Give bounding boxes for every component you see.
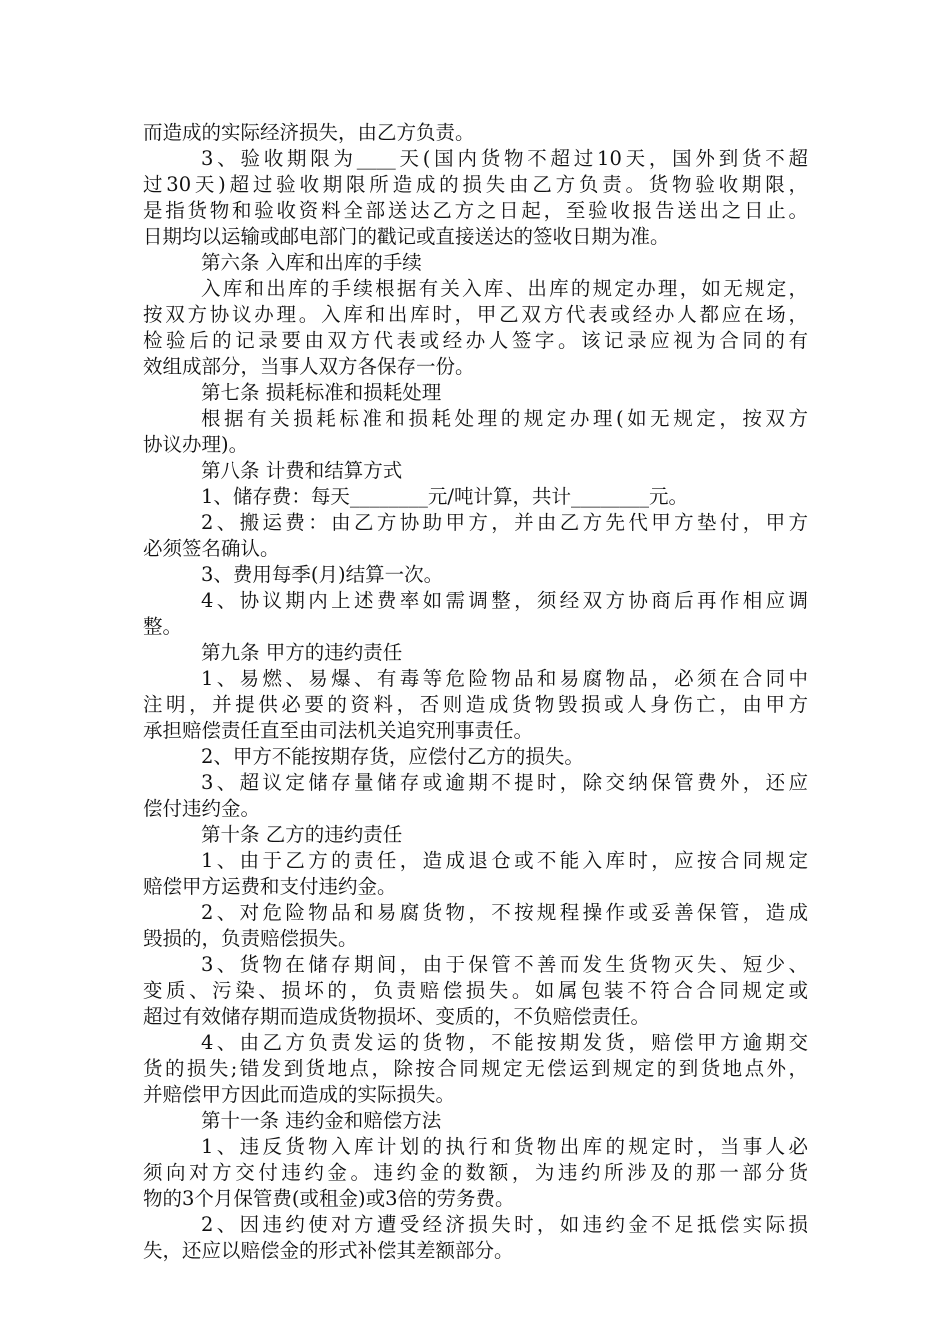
document-line: 1、违反货物入库计划的执行和货物出库的规定时，当事人必 (201, 1135, 808, 1158)
document-line: 失，还应以赔偿金的形式补偿其差额部分。 (143, 1239, 514, 1262)
document-line: 第七条 损耗标准和损耗处理 (201, 381, 442, 404)
document-line: 2、因违约使对方遭受经济损失时，如违约金不足抵偿实际损 (201, 1213, 808, 1236)
document-line: 3、超议定储存量储存或逾期不提时，除交纳保管费外，还应 (201, 771, 808, 794)
document-line: 物的3个月保管费(或租金)或3倍的劳务费。 (143, 1187, 515, 1210)
document-line: 1、储存费：每天________元/吨计算，共计________元。 (201, 485, 688, 508)
document-line: 货的损失;错发到货地点，除按合同规定无偿运到规定的到货地点外， (143, 1057, 808, 1080)
document-line: 第九条 甲方的违约责任 (201, 641, 403, 664)
document-line: 超过有效储存期而造成货物损坏、变质的，不负赔偿责任。 (143, 1005, 651, 1028)
document-line: 4、协议期内上述费率如需调整，须经双方协商后再作相应调 (201, 589, 808, 612)
document-line: 并赔偿甲方因此而造成的实际损失。 (143, 1083, 456, 1106)
document-line: 根据有关损耗标准和损耗处理的规定办理(如无规定，按双方 (201, 407, 808, 430)
document-line: 协议办理)。 (143, 433, 249, 456)
document-line: 必须签名确认。 (143, 537, 280, 560)
document-line: 是指货物和验收资料全部送达乙方之日起，至验收报告送出之日止。 (143, 199, 808, 222)
document-line: 检验后的记录要由双方代表或经办人签字。该记录应视为合同的有 (143, 329, 808, 352)
document-line: 第六条 入库和出库的手续 (201, 251, 422, 274)
document-line: 毁损的，负责赔偿损失。 (143, 927, 358, 950)
document-line: 第十条 乙方的违约责任 (201, 823, 403, 846)
document-line: 2、对危险物品和易腐货物，不按规程操作或妥善保管，造成 (201, 901, 808, 924)
document-line: 整。 (143, 615, 183, 638)
document-line: 第十一条 违约金和赔偿方法 (201, 1109, 442, 1132)
document-line: 第八条 计费和结算方式 (201, 459, 403, 482)
document-line: 承担赔偿责任直至由司法机关追究刑事责任。 (143, 719, 534, 742)
document-line: 4、由乙方负责发运的货物，不能按期发货，赔偿甲方逾期交 (201, 1031, 808, 1054)
document-line: 按双方协议办理。入库和出库时，甲乙双方代表或经办人都应在场， (143, 303, 808, 326)
document-line: 变质、污染、损坏的，负责赔偿损失。如属包装不符合合同规定或 (143, 979, 808, 1002)
document-line: 而造成的实际经济损失，由乙方负责。 (143, 121, 475, 144)
document-line: 日期均以运输或邮电部门的戳记或直接送达的签收日期为准。 (143, 225, 670, 248)
document-line: 3、货物在储存期间，由于保管不善而发生货物灭失、短少、 (201, 953, 808, 976)
document-line: 2、甲方不能按期存货，应偿付乙方的损失。 (201, 745, 584, 768)
document-line: 3、费用每季(月)结算一次。 (201, 563, 444, 586)
document-line: 赔偿甲方运费和支付违约金。 (143, 875, 397, 898)
document-line: 注明，并提供必要的资料，否则造成货物毁损或人身伤亡，由甲方 (143, 693, 808, 716)
document-line: 3、验收期限为____天(国内货物不超过10天，国外到货不超 (201, 147, 808, 170)
document-line: 1、由于乙方的责任，造成退仓或不能入库时，应按合同规定 (201, 849, 808, 872)
document-line: 效组成部分，当事人双方各保存一份。 (143, 355, 475, 378)
document-line: 须向对方交付违约金。违约金的数额，为违约所涉及的那一部分货 (143, 1161, 808, 1184)
document-line: 过30天)超过验收期限所造成的损失由乙方负责。货物验收期限， (143, 173, 808, 196)
document-line: 偿付违约金。 (143, 797, 261, 820)
document-line: 入库和出库的手续根据有关入库、出库的规定办理，如无规定， (201, 277, 808, 300)
document-line: 1、易燃、易爆、有毒等危险物品和易腐物品，必须在合同中 (201, 667, 808, 690)
document-line: 2、搬运费：由乙方协助甲方，并由乙方先代甲方垫付，甲方 (201, 511, 808, 534)
document-body (143, 120, 808, 1264)
